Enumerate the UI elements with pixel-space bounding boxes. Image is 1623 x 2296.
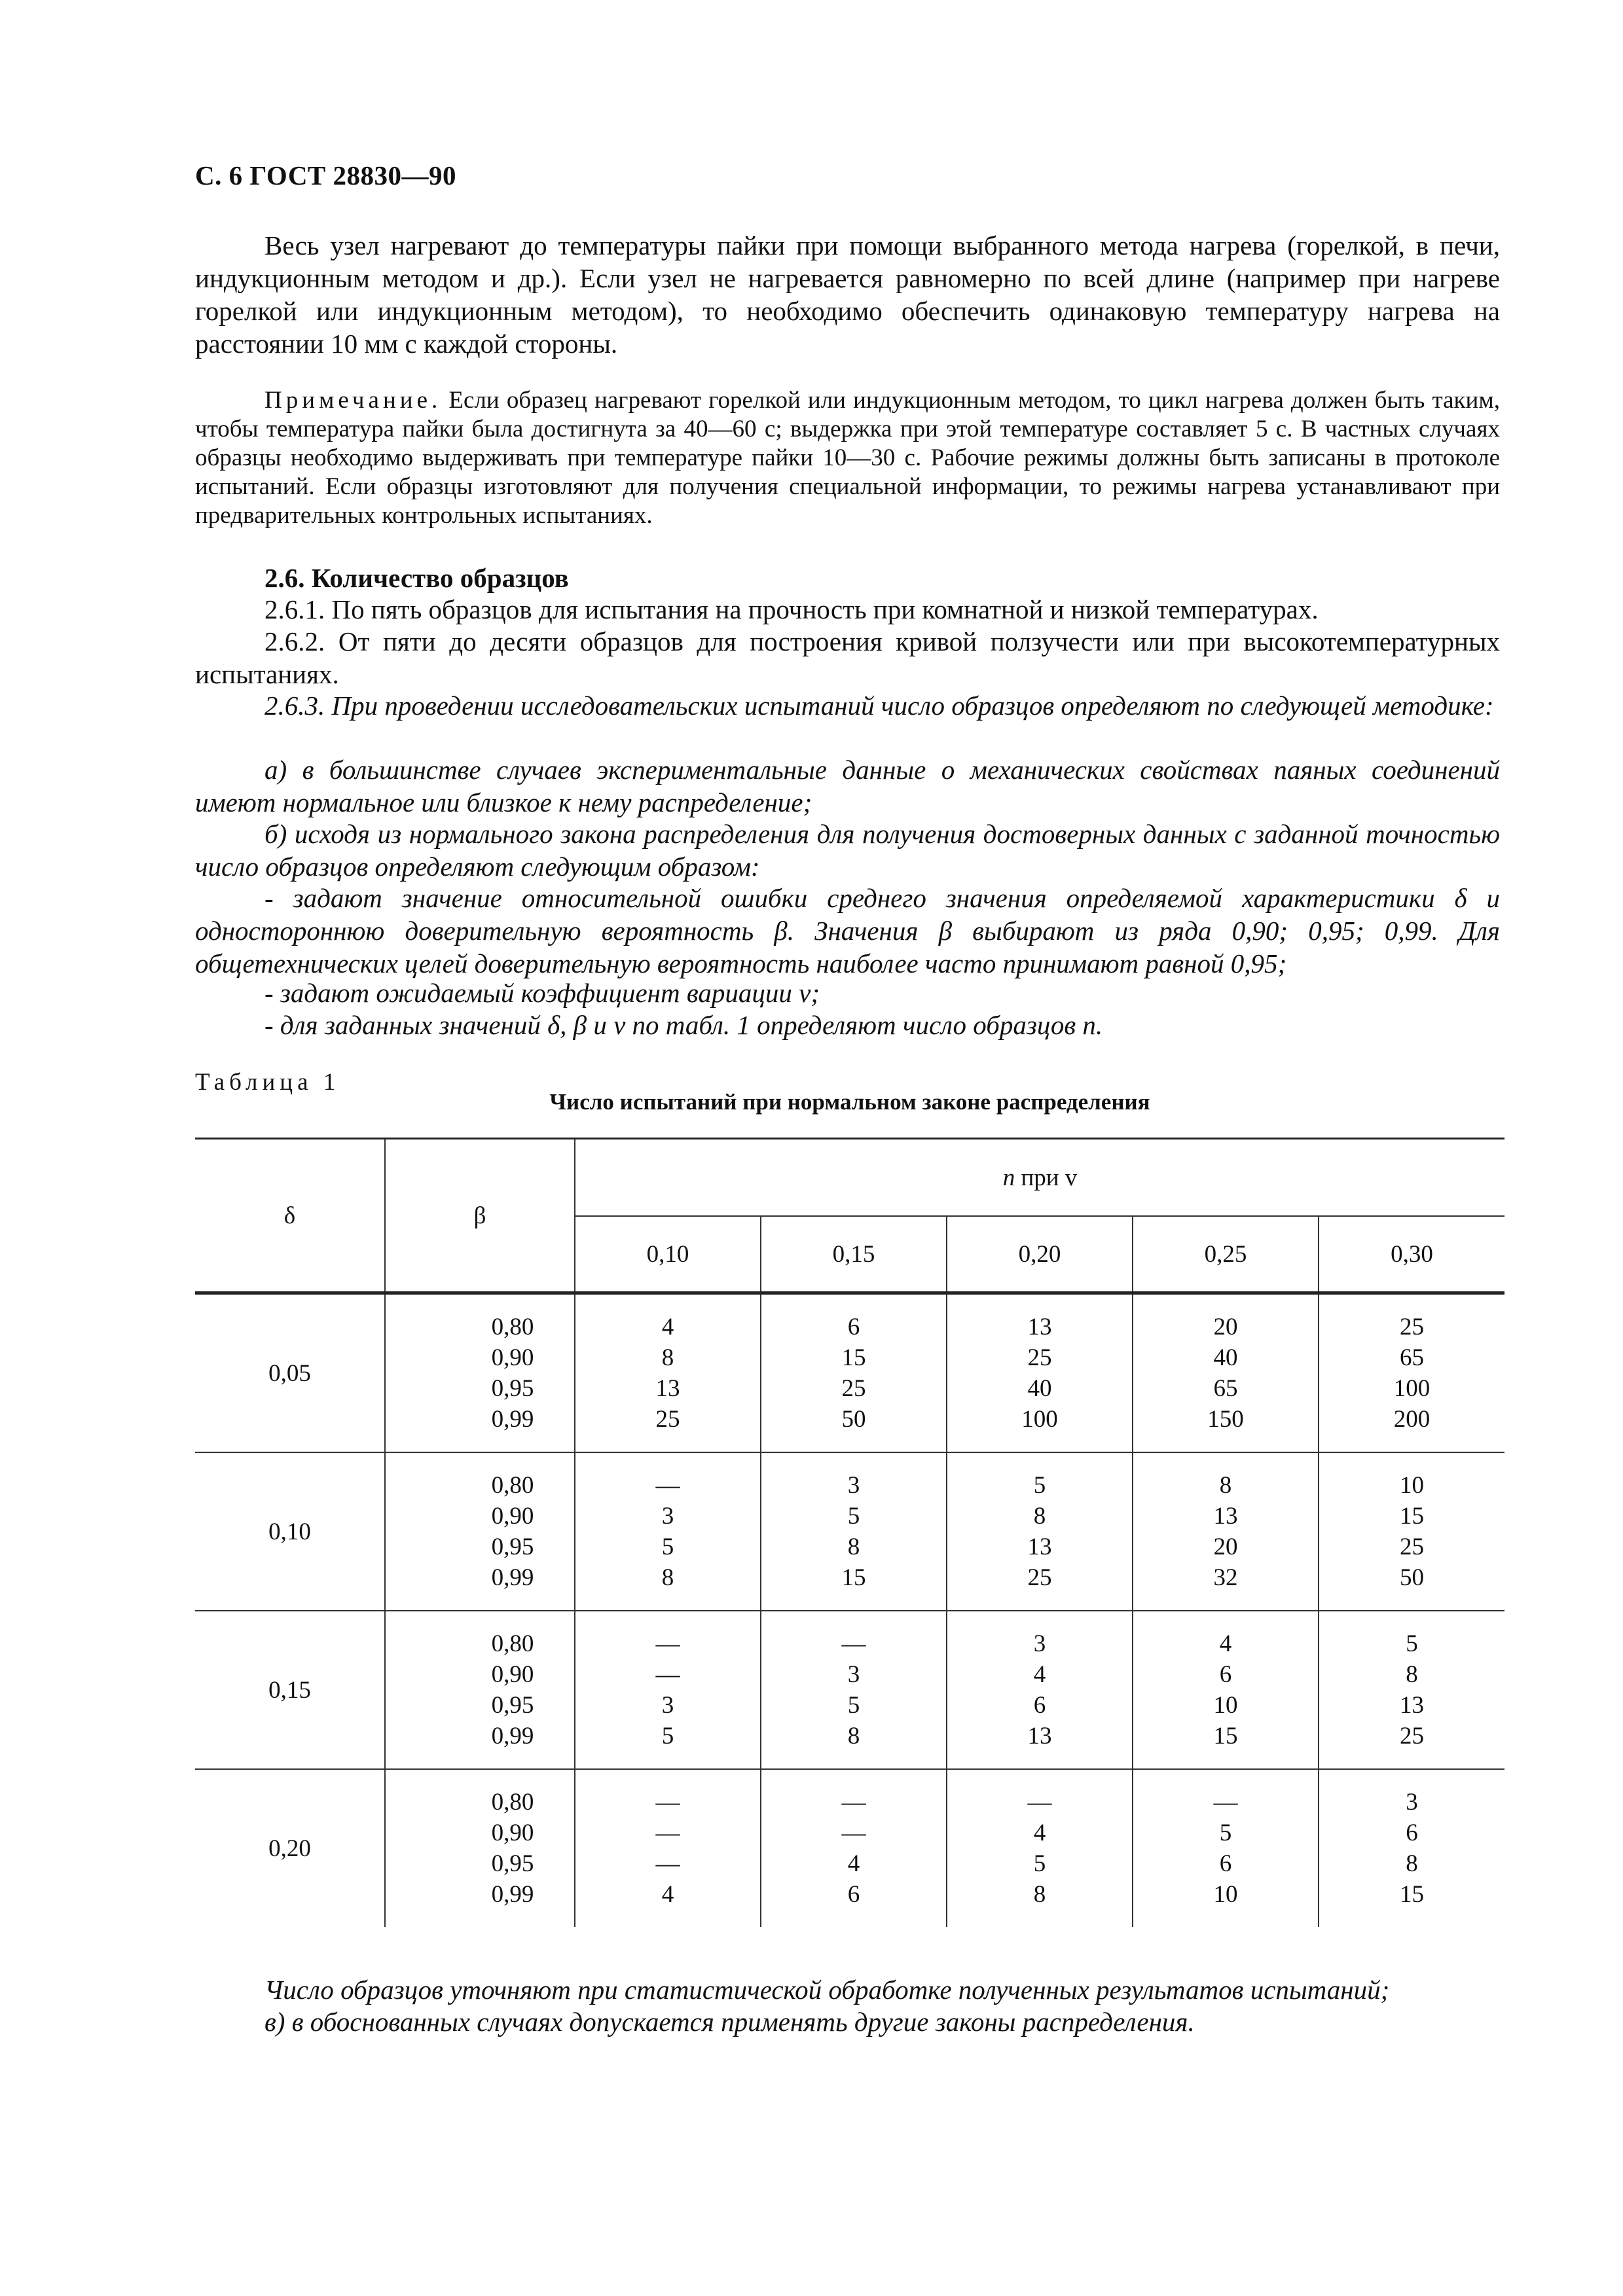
beta-cell: 0,80 0,90 0,95 0,99 [385, 1769, 575, 1927]
paragraph-b: б) исходя из нормального закона распределения для получения достоверных данных с заданной точностью число образцов определяют следующим образом: [195, 819, 1500, 882]
delta-cell: 0,05 [268, 1359, 311, 1387]
note-paragraph [195, 386, 1500, 530]
header-n-at-v [575, 1139, 1504, 1217]
value-cell: — 4 5 8 [947, 1769, 1133, 1927]
value-cell: — 5 6 10 [1133, 1769, 1319, 1927]
samples-table [195, 1138, 1504, 1927]
header-v: 0,20 [947, 1216, 1133, 1293]
dash-item-2: - задают ожидаемый коэффициент вариации v; [264, 978, 820, 1008]
beta-cell: 0,80 0,90 0,95 0,99 [385, 1452, 575, 1611]
value-cell: — — 3 5 [575, 1611, 761, 1769]
value-cell: 3 5 8 15 [761, 1452, 947, 1611]
value-cell: 5 8 13 25 [1319, 1611, 1504, 1769]
header-v: 0,25 [1133, 1216, 1319, 1293]
paragraph-2-6-1: 2.6.1. По пять образцов для испытания на прочность при комнатной и низкой температурах. [264, 594, 1319, 624]
header-n-label: при v [1015, 1164, 1078, 1191]
value-cell: 4 6 10 15 [1133, 1611, 1319, 1769]
paragraph-2-6-2: 2.6.2. От пяти до десяти образцов для построения кривой ползучести или при высокотемпературных испытаниях. [195, 626, 1500, 689]
note-text: Если образец нагревают горелкой или индукционным методом, то цикл нагрева должен быть таким, чтобы температура пайки была достигнута за 40—60 с; выдержка при этой температуре составляет 5 с. В частных случаях образцы необходимо выдерживать при температуре пайки 10—30 с. Рабочие режимы должны быть записаны в протоколе испытаний. Если образцы изготовляют для получения специальной информации, то режимы нагрева устанавливают при предварительных контрольных испытаниях. [195, 387, 1500, 529]
value-cell: 4 8 13 25 [575, 1293, 761, 1453]
value-cell: 20 40 65 150 [1133, 1293, 1319, 1453]
header-delta: δ [195, 1139, 385, 1293]
table-group-row [195, 1452, 1504, 1611]
paragraph-a: а) в большинстве случаев экспериментальные данные о механических свойствах паяных соединений имеют нормальное или близкое к нему распределение; [195, 755, 1500, 817]
delta-cell: 0,20 [195, 1769, 385, 1927]
value-cell: 8 13 20 32 [1133, 1452, 1319, 1611]
table-title: Число испытаний при нормальном законе распределения [549, 1089, 1150, 1115]
note-label: Примечание. [264, 387, 442, 414]
delta-cell: 0,15 [195, 1611, 385, 1769]
value-cell: 25 65 100 200 [1319, 1293, 1504, 1453]
value-cell: — — 4 6 [761, 1769, 947, 1927]
value-cell: 6 15 25 50 [761, 1293, 947, 1453]
value-cell: 3 4 6 13 [947, 1611, 1133, 1769]
section-heading: 2.6. Количество образцов [264, 563, 569, 593]
value-cell: 13 25 40 100 [947, 1293, 1133, 1453]
dash-item-1: - задают значение относительной ошибки среднего значения определяемой характеристики δ и одностороннюю доверительную вероятность β. Значения β выбирают из ряда 0,90; 0,95; 0,99. Для общетехнических целей доверительную вероятность наиболее часто принимают равной 0,95; [195, 883, 1500, 978]
value-cell: — — — 4 [575, 1769, 761, 1927]
value-cell: 10 15 25 50 [1319, 1452, 1504, 1611]
beta-cell: 0,80 0,90 0,95 0,99 [385, 1611, 575, 1769]
header-beta: β [385, 1139, 575, 1293]
header-v: 0,10 [575, 1216, 761, 1293]
table-label: Таблица 1 [195, 1069, 340, 1096]
delta-cell: 0,10 [195, 1452, 385, 1611]
footer-line-2: в) в обоснованных случаях допускается применять другие законы распределения. [264, 2007, 1195, 2037]
value-cell: — 3 5 8 [575, 1452, 761, 1611]
header-v: 0,15 [761, 1216, 947, 1293]
value-cell: — 3 5 8 [761, 1611, 947, 1769]
beta-cell: 0,80 0,90 0,95 0,99 [385, 1293, 575, 1453]
paragraph-2-6-3: 2.6.3. При проведении исследовательских испытаний число образцов определяют по следующей методике: [264, 691, 1494, 721]
table-group-row [195, 1769, 1504, 1927]
footer-line-1: Число образцов уточняют при статистической обработке полученных результатов испытаний; [264, 1975, 1390, 2005]
dash-item-3: - для заданных значений δ, β и v по табл. 1 определяют число образцов n. [264, 1010, 1103, 1040]
value-cell: 3 6 8 15 [1319, 1769, 1504, 1927]
header-n-symbol: n [1002, 1164, 1015, 1191]
page-header: С. 6 ГОСТ 28830—90 [195, 160, 457, 190]
table-group-row [195, 1611, 1504, 1769]
header-v: 0,30 [1319, 1216, 1504, 1293]
intro-paragraph: Весь узел нагревают до температуры пайки при помощи выбранного метода нагрева (горелкой, в печи, индукционным методом и др.). Если узел не нагревается равномерно по всей длине (например при нагреве горелкой или индукционным методом), то необходимо обеспечить одинаковую температуру нагрева на расстоянии 10 мм с каждой стороны. [195, 230, 1500, 359]
table-group-row [195, 1293, 1504, 1453]
value-cell: 5 8 13 25 [947, 1452, 1133, 1611]
